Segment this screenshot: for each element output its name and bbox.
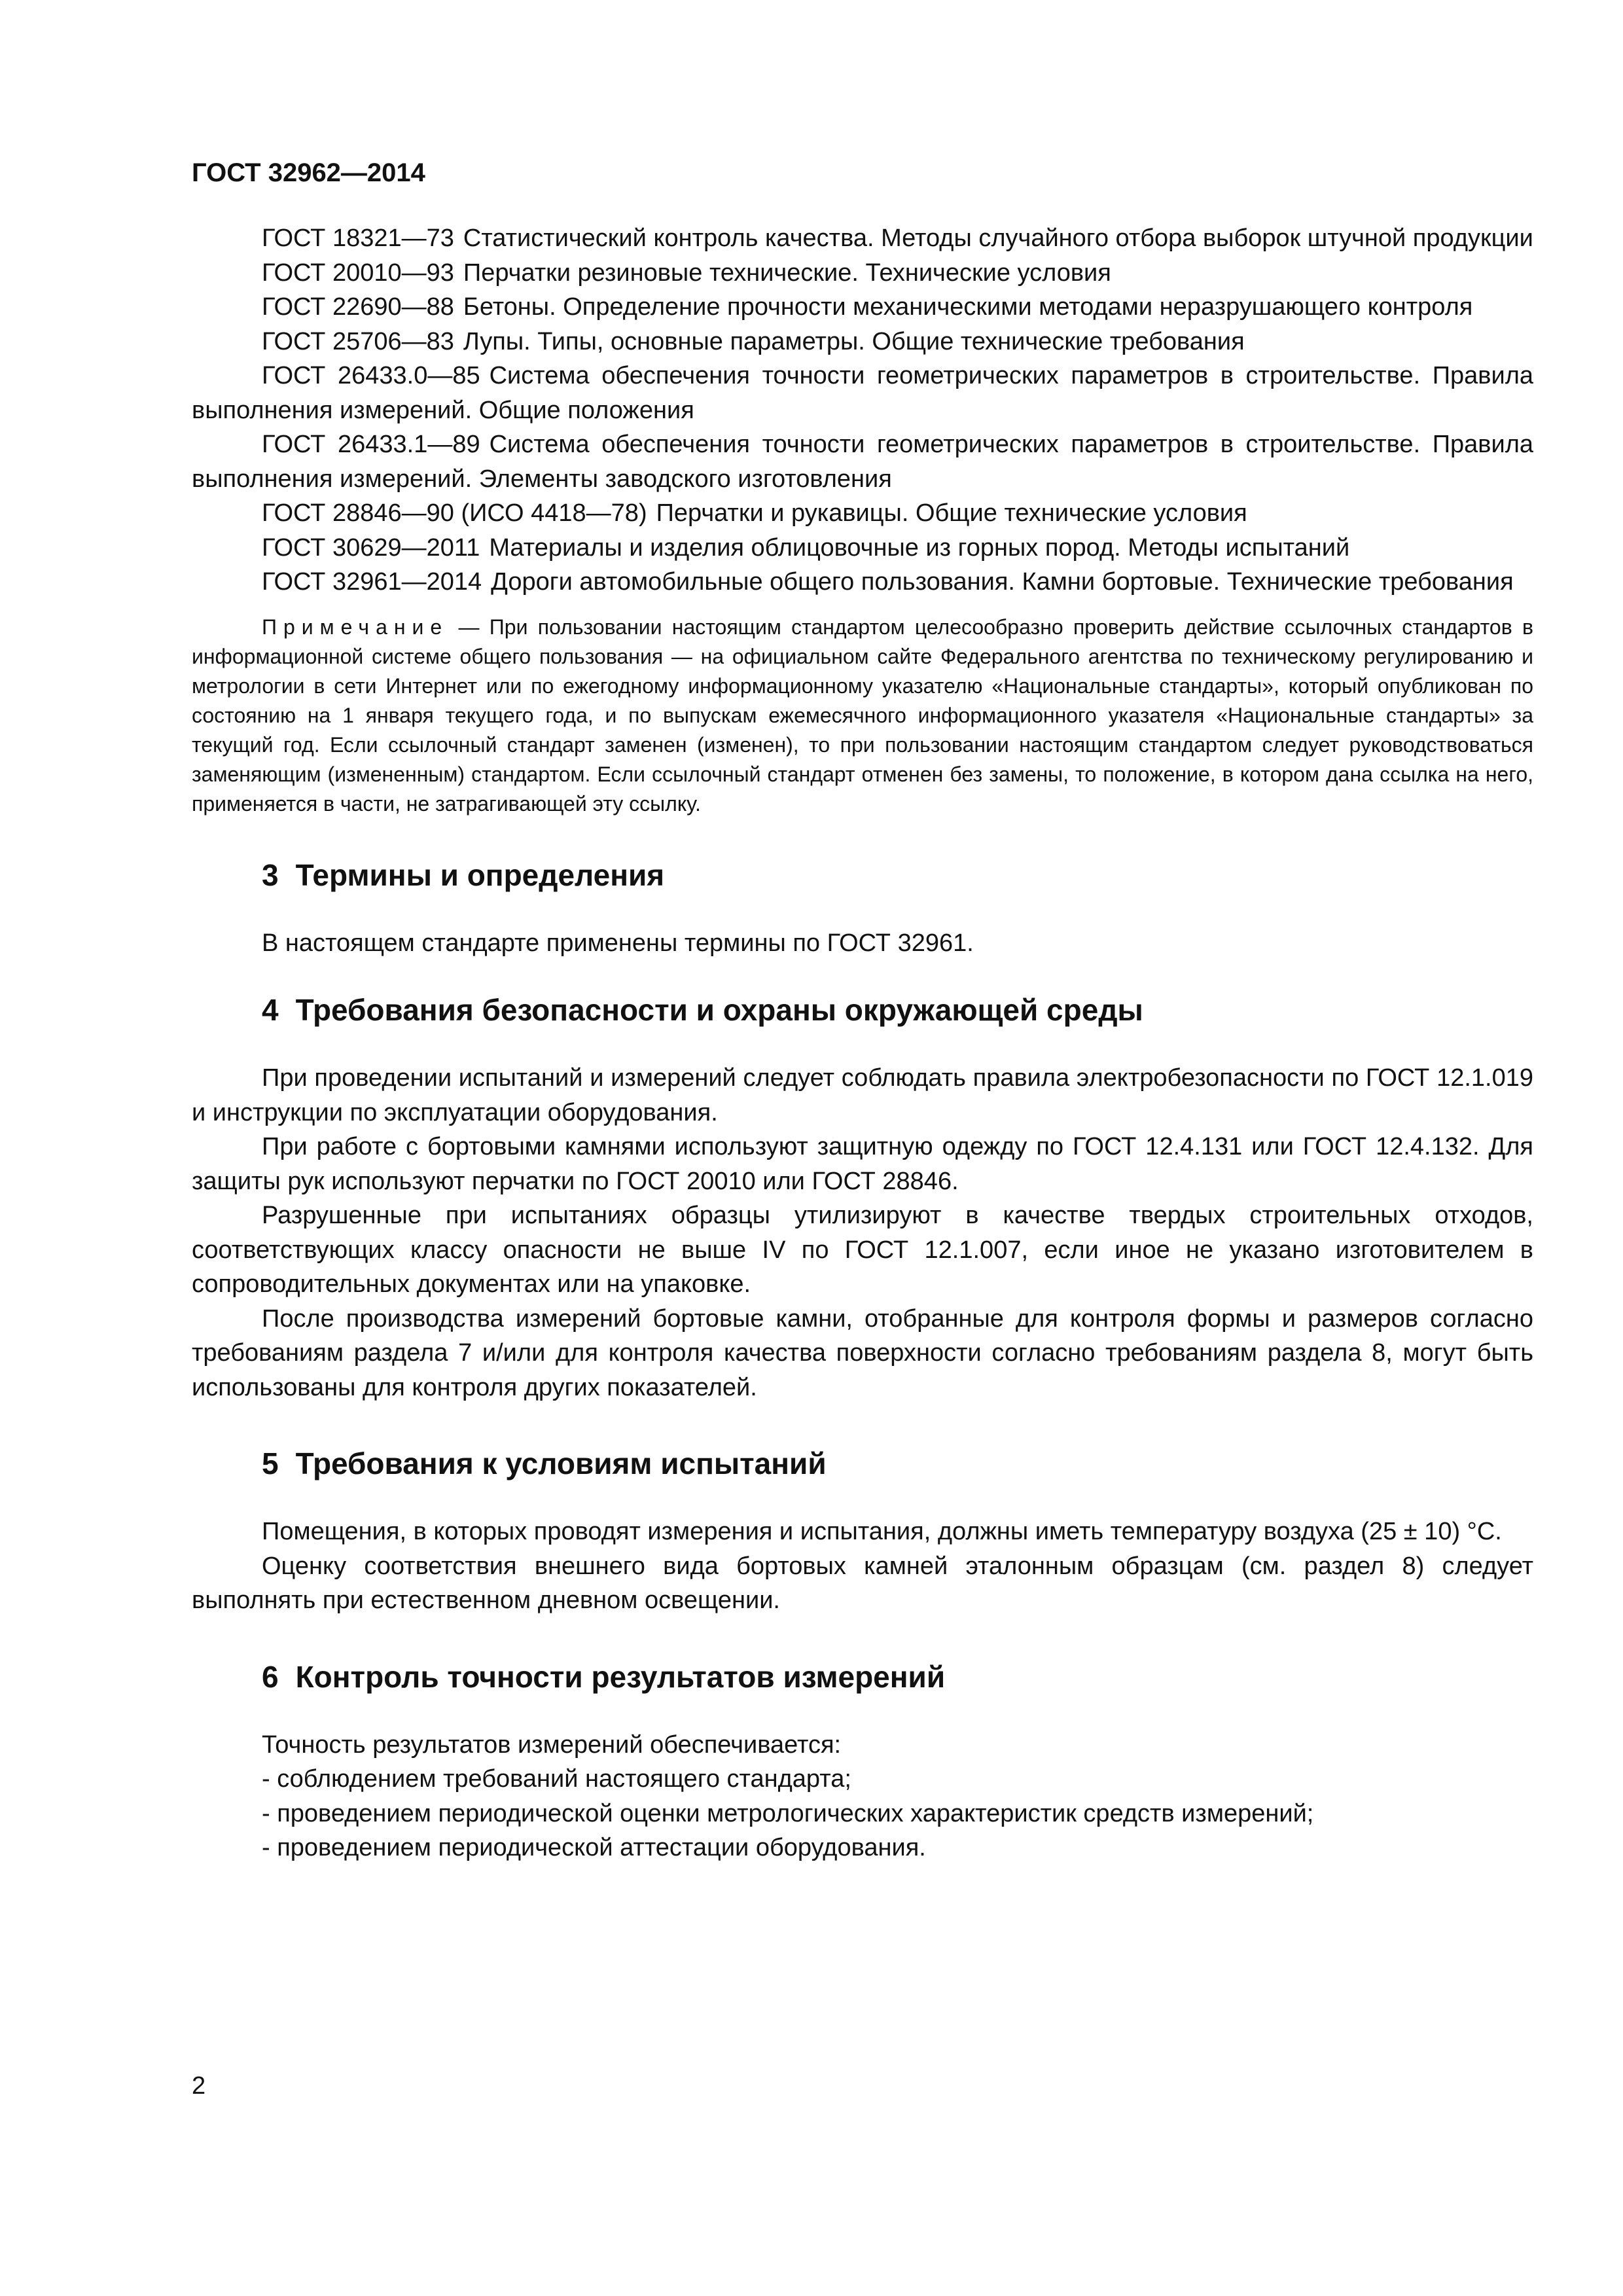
- reference-item: [192, 290, 1533, 325]
- note-text: — При пользовании настоящим стандартом целесообразно проверить действие ссылочных стандартов в информационной системе общего пользования — на официальном сайте Федерального агентства по техническому регулированию и метрологии в сети Интернет или по ежегодному информационному указателю «Национальные стандарты», который опубликован по состоянию на 1 января текущего года, и по выпускам ежемесячного информационного указателя «Национальные стандарты» за текущий год. Если ссылочный стандарт заменен (изменен), то при пользовании настоящим стандартом следует руководствоваться заменяющим (измененным) стандартом. Если ссылочный стандарт отменен без замены, то положение, в котором дана ссылка на него, применяется в части, не затрагивающей эту ссылку.: [192, 615, 1534, 816]
- reference-item: [192, 359, 1533, 427]
- reference-text: Перчатки и рукавицы. Общие технические условия: [656, 499, 1247, 527]
- reference-text: Перчатки резиновые технические. Технические условия: [463, 259, 1111, 287]
- section-4-paragraph: При проведении испытаний и измерений следует соблюдать правила электробезопасности по ГОСТ 12.1.019 и инструкции по эксплуатации оборудования.: [192, 1064, 1533, 1126]
- list-item: - проведением периодической оценки метрологических характеристик средств измерений;: [262, 1799, 1314, 1827]
- reference-item: [192, 221, 1533, 256]
- section-4-heading: [192, 992, 1533, 1028]
- section-4-paragraph: Разрушенные при испытаниях образцы утилизируют в качестве твердых строительных отходов, соответствующих классу опасности не выше IV по ГОСТ 12.1.007, если иное не указано изготовителем в сопроводительных документах или на упаковке.: [192, 1202, 1533, 1298]
- section-6-heading: [192, 1659, 1533, 1695]
- reference-code: ГОСТ 26433.1—89: [262, 431, 480, 458]
- note-label: Примечание: [262, 615, 449, 639]
- reference-code: ГОСТ 32961—2014: [262, 568, 482, 596]
- reference-code: ГОСТ 20010—93: [262, 259, 454, 287]
- section-3-heading: [192, 857, 1533, 893]
- reference-text: Дороги автомобильные общего пользования. Камни бортовые. Технические требования: [491, 568, 1514, 596]
- reference-item: [192, 427, 1533, 496]
- reference-item: [192, 565, 1533, 600]
- reference-text: Бетоны. Определение прочности механическими методами неразрушающего контроля: [463, 293, 1473, 321]
- list-item: - соблюдением требований настоящего стандарта;: [262, 1765, 851, 1793]
- section-number: 5: [262, 1446, 279, 1480]
- section-6-intro: Точность результатов измерений обеспечивается:: [262, 1731, 842, 1759]
- section-number: 4: [262, 993, 279, 1027]
- reference-note: [192, 613, 1533, 819]
- reference-text: Статистический контроль качества. Методы случайного отбора выборок штучной продукции: [463, 224, 1533, 252]
- reference-code: ГОСТ 22690—88: [262, 293, 454, 321]
- section-5-heading: [192, 1445, 1533, 1482]
- reference-code: ГОСТ 28846—90 (ИСО 4418—78): [262, 499, 647, 527]
- reference-item: [192, 496, 1533, 531]
- section-number: 6: [262, 1659, 279, 1694]
- section-title: Термины и определения: [295, 857, 665, 892]
- section-3-paragraph: В настоящем стандарте применены термины по ГОСТ 32961.: [262, 929, 974, 957]
- reference-text: Система обеспечения точности геометрических параметров в строительстве. Правила выполнения измерений. Общие положения: [192, 362, 1533, 424]
- reference-text: Материалы и изделия облицовочные из горных пород. Методы испытаний: [489, 533, 1350, 562]
- document-page: [192, 157, 1533, 1865]
- normative-references-list: [192, 221, 1533, 600]
- reference-code: ГОСТ 25706—83: [262, 327, 454, 355]
- section-number: 3: [262, 857, 279, 892]
- reference-code: ГОСТ 18321—73: [262, 224, 454, 252]
- reference-item: [192, 256, 1533, 291]
- reference-item: [192, 325, 1533, 359]
- section-4-paragraph: При работе с бортовыми камнями используют защитную одежду по ГОСТ 12.4.131 или ГОСТ 12.4.132. Для защиты рук используют перчатки по ГОСТ 20010 или ГОСТ 28846.: [192, 1133, 1533, 1195]
- reference-code: ГОСТ 30629—2011: [262, 533, 480, 562]
- document-header-code: ГОСТ 32962—2014: [192, 158, 425, 187]
- section-5-paragraph: Помещения, в которых проводят измерения и испытания, должны иметь температуру воздуха (25 ± 10) °С.: [262, 1518, 1502, 1545]
- section-5-paragraph: Оценку соответствия внешнего вида бортовых камней эталонным образцам (см. раздел 8) следует выполнять при естественном дневном освещении.: [192, 1552, 1533, 1614]
- reference-text: Лупы. Типы, основные параметры. Общие технические требования: [463, 327, 1245, 355]
- section-4-paragraph: После производства измерений бортовые камни, отобранные для контроля формы и размеров согласно требованиям раздела 7 и/или для контроля качества поверхности согласно требованиям раздела 8, могут быть использованы для контроля других показателей.: [192, 1304, 1533, 1401]
- reference-text: Система обеспечения точности геометрических параметров в строительстве. Правила выполнения измерений. Элементы заводского изготовления: [192, 431, 1533, 493]
- reference-code: ГОСТ 26433.0—85: [262, 362, 480, 389]
- section-title: Требования безопасности и охраны окружающей среды: [295, 993, 1143, 1027]
- list-item: - проведением периодической аттестации оборудования.: [262, 1834, 926, 1861]
- section-title: Контроль точности результатов измерений: [295, 1659, 946, 1694]
- page-number: 2: [192, 2072, 206, 2100]
- section-title: Требования к условиям испытаний: [295, 1446, 827, 1480]
- reference-item: [192, 531, 1533, 565]
